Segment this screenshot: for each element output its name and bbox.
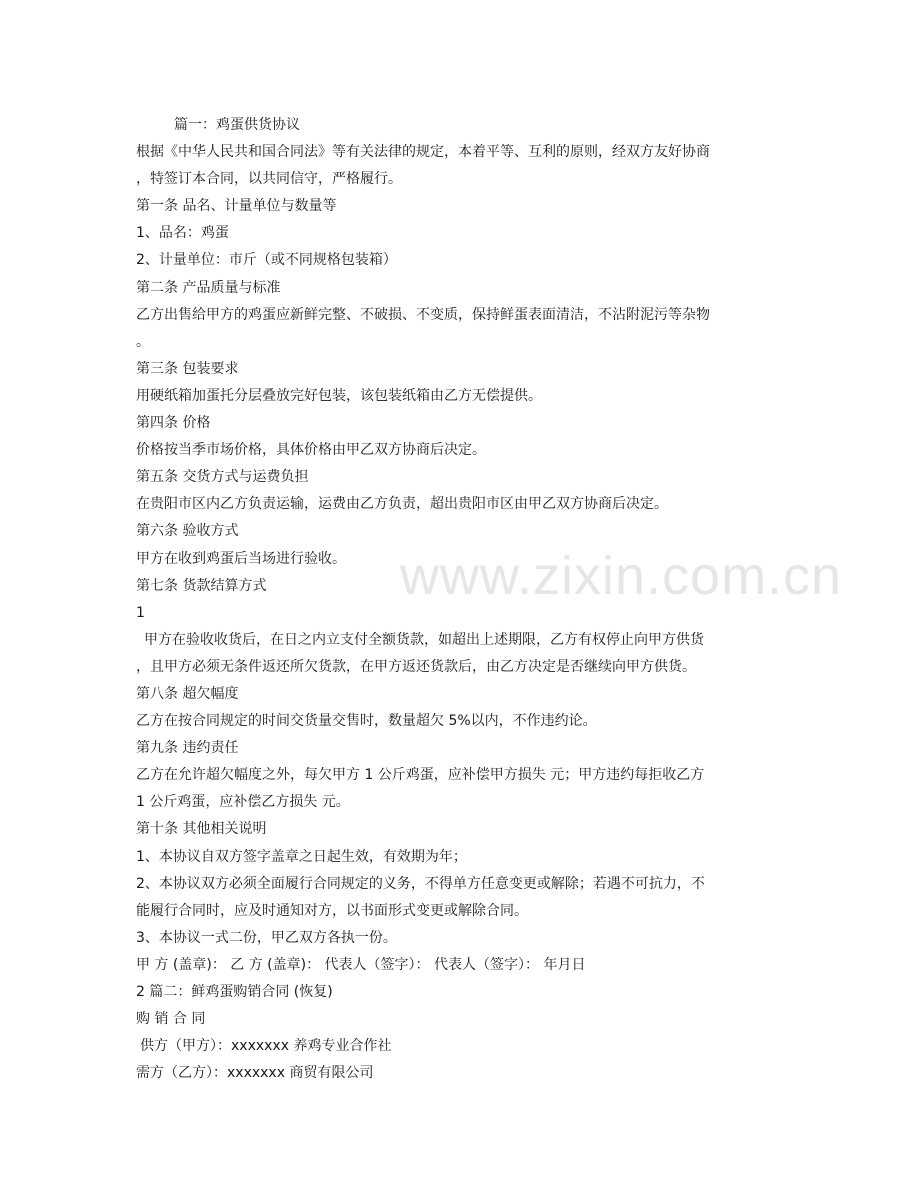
document-body <box>136 112 786 1087</box>
paragraph-line: 3、本协议一式二份，甲乙双方各执一份。 <box>136 929 397 946</box>
paragraph-line: 乙方在按合同规定的时间交货量交售时，数量超欠 5%以内，不作违约论。 <box>136 713 597 730</box>
paragraph-line: 1、本协议自双方签字盖章之日起生效，有效期为年； <box>136 848 467 865</box>
section-heading: 第八条 超欠幅度 <box>136 685 239 702</box>
paragraph-line: 2、计量单位：市斤（或不同规格包装箱） <box>136 252 397 269</box>
paragraph-line: 乙方在允许超欠幅度之外，每欠甲方 1 公斤鸡蛋，应补偿甲方损失 元；甲方违约每拒收乙方 <box>136 767 705 784</box>
section-heading: 第五条 交货方式与运费负担 <box>136 469 309 486</box>
party-line: 供方（甲方）：xxxxxxx 养鸡专业合作社 <box>140 1038 392 1055</box>
paragraph-line: 1、品名：鸡蛋 <box>136 225 229 242</box>
paragraph-line: 在贵阳市区内乙方负责运输，运费由乙方负责，超出贵阳市区由甲乙双方协商后决定。 <box>136 496 668 513</box>
watermark: www.zixin.com.cn <box>400 546 843 606</box>
paragraph-line: 甲方在收到鸡蛋后当场进行验收。 <box>136 550 346 567</box>
doc-title: 篇一：鸡蛋供货协议 <box>174 117 300 133</box>
section-heading: 第二条 产品质量与标准 <box>136 279 281 296</box>
paragraph-line: 甲方在验收收货后，在日之内立支付全额货款，如超出上述期限，乙方有权停止向甲方供货 <box>144 631 704 648</box>
section-title: 2 篇二：鲜鸡蛋购销合同 (恢复) <box>136 984 333 1000</box>
section-heading: 第六条 验收方式 <box>136 523 239 540</box>
section-heading: 第一条 品名、计量单位与数量等 <box>136 198 337 215</box>
contract-title: 购 销 合 同 <box>136 1011 206 1028</box>
party-line: 需方（乙方）：xxxxxxx 商贸有限公司 <box>136 1065 374 1082</box>
paragraph-line: 用硬纸箱加蛋托分层叠放完好包装，该包装纸箱由乙方无偿提供。 <box>136 387 542 404</box>
paragraph-line: ，特签订本合同，以共同信守，严格履行。 <box>136 171 402 188</box>
paragraph-line: 。 <box>136 333 150 350</box>
paragraph-line: 2、本协议双方必须全面履行合同规定的义务，不得单方任意变更或解除；若遇不可抗力，不 <box>136 875 705 892</box>
section-heading: 第九条 违约责任 <box>136 740 239 757</box>
section-heading: 第三条 包装要求 <box>136 360 239 377</box>
paragraph-line: 根据《中华人民共和国合同法》等有关法律的规定，本着平等、互利的原则，经双方友好协商 <box>136 144 710 161</box>
signature-line: 甲 方 (盖章)： 乙 方 (盖章)： 代表人（签字）： 代表人（签字）： 年月日 <box>136 956 586 973</box>
section-heading: 第十条 其他相关说明 <box>136 821 267 838</box>
section-heading: 第四条 价格 <box>136 415 211 432</box>
paragraph-line: 1 公斤鸡蛋，应补偿乙方损失 元。 <box>136 794 350 811</box>
section-heading: 第七条 货款结算方式 <box>136 577 267 594</box>
paragraph-line: 能履行合同时，应及时通知对方，以书面形式变更或解除合同。 <box>136 902 528 919</box>
paragraph-line: ，且甲方必须无条件返还所欠货款，在甲方返还货款后，由乙方决定是否继续向甲方供货。 <box>136 658 696 675</box>
paragraph-line: 价格按当季市场价格，具体价格由甲乙双方协商后决定。 <box>136 442 486 459</box>
paragraph-line: 1 <box>136 604 145 621</box>
paragraph-line: 乙方出售给甲方的鸡蛋应新鲜完整、不破损、不变质，保持鲜蛋表面清洁，不沾附泥污等杂物 <box>136 306 710 323</box>
